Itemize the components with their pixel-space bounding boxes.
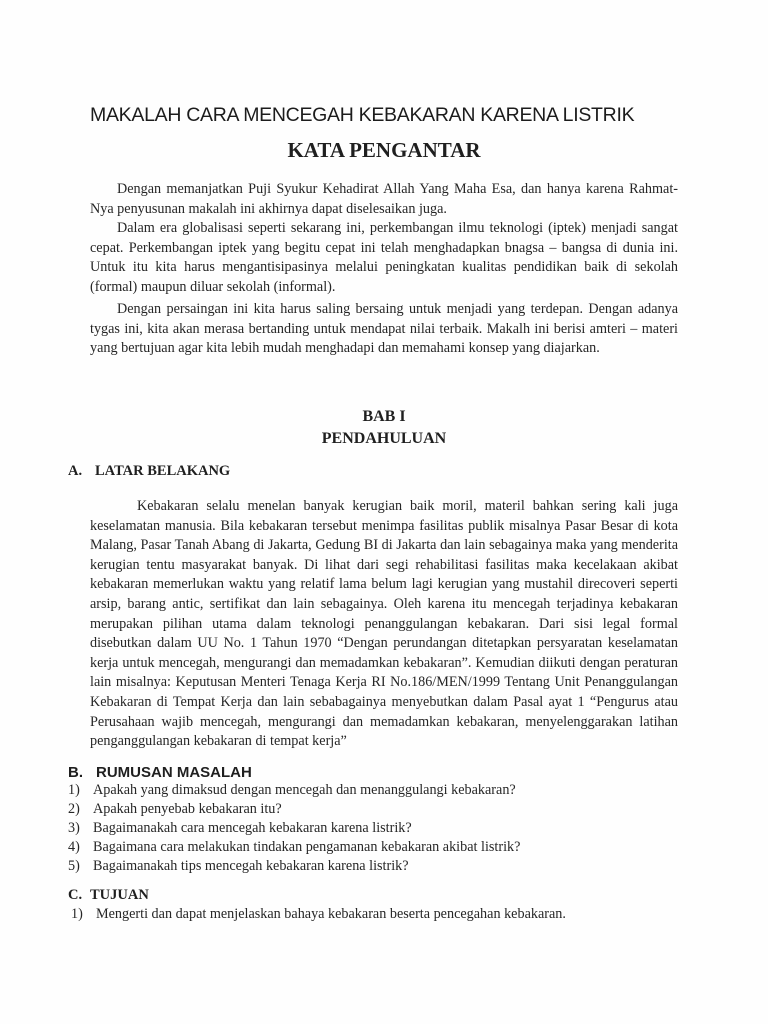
document-title: MAKALAH CARA MENCEGAH KEBAKARAN KARENA LISTRIK (90, 104, 635, 126)
foreword-paragraph: Dalam era globalisasi seperti sekarang ini, perkembangan ilmu teknologi (iptek) menjadi sangat cepat. Perkembangan iptek yang begitu cepat ini telah menghadapkan bnagsa – bangsa di dunia ini. Untuk itu kita harus mengantisipasinya melalui peningkatan kualitas pendidikan baik di sekolah (formal) maupun diluar sekolah (informal). (90, 220, 678, 295)
problem-list (68, 781, 520, 876)
chapter-heading (0, 406, 768, 450)
chapter-title: PENDAHULUAN (321, 430, 447, 447)
section-letter: A. (68, 463, 83, 479)
list-item: 1) Apakah yang dimaksud dengan mencegah dan menanggulangi kebakaran? (68, 782, 516, 798)
section-b-heading (68, 764, 252, 781)
list-item: 2) Apakah penyebab kebakaran itu? (68, 801, 282, 817)
list-item: 5) Bagaimanakah tips mencegah kebakaran karena listrik? (68, 858, 409, 874)
section-title: RUMUSAN MASALAH (96, 764, 252, 781)
foreword-body-2 (90, 300, 678, 359)
foreword-paragraph: Dengan memanjatkan Puji Syukur Kehadirat Allah Yang Maha Esa, dan hanya karena Rahmat-Nya penyusunan makalah ini akhirnya dapat diselesaikan juga. (90, 181, 678, 217)
section-title: LATAR BELAKANG (95, 463, 231, 479)
list-item: 1) Mengerti dan dapat menjelaskan bahaya kebakaran beserta pencegahan kebakaran. (71, 906, 566, 922)
section-a-heading (68, 463, 230, 480)
section-letter: B. (68, 764, 83, 781)
foreword-paragraph: Dengan persaingan ini kita harus saling bersaing untuk menjadi yang terdepan. Dengan adanya tygas ini, kita akan merasa bertanding untuk mendapat nilai terbaik. Makalh ini berisi amteri – materi yang bertujuan agar kita lebih mudah menghadapi dan memahami konsep yang diajarkan. (90, 301, 678, 357)
foreword-heading: KATA PENGANTAR (287, 138, 481, 162)
section-a-body (90, 497, 678, 752)
foreword-body-1 (90, 180, 678, 298)
objective-list (71, 905, 566, 924)
section-c-heading (68, 887, 149, 904)
section-title: TUJUAN (90, 887, 149, 903)
section-letter: C. (68, 887, 83, 903)
background-paragraph: Kebakaran selalu menelan banyak kerugian baik moril, materil bahkan sering kali juga keselamatan manusia. Bila kebakaran tersebut menimpa fasilitas publik misalnya Pasar Besar di kota Malang, Pasar Tanah Abang di Jakarta, Gedung BI di Jakarta dan lain sebagainya maka yang menderita kerugian tentu masyarakat banyak. Di lihat dari segi rehabilitasi fasilitas maka kecelakaan akibat kebakaran memerlukan waktu yang relatif lama belum lagi kerugian yang mustahil direcoveri seperti arsip, barang antic, sertifikat dan lain sebagainya. Oleh karena itu mencegah terjadinya kebakaran merupakan pilihan utama dalam teknologi penanggulangan kebakaran. Dari sisi legal formal disebutkan dalam UU No. 1 Tahun 1970 “Dengan perundangan ditetapkan persyaratan keselamatan kerja untuk mencegah, mengurangi dan memadamkan kebakaran”. Kemudian diikuti dengan peraturan lain misalnya: Keputusan Menteri Tenaga Kerja RI No.186/MEN/1999 Tentang Unit Penanggulangan Kebakaran di Tempat Kerja dan lain sebabagainya menyebutkan dalam Pasal ayat 1 “Pengurus atau Perusahaan wajib mencegah, mengurangi dan memadamkan kebakaran, menyelenggarakan latihan penganggulangan kebakaran di tempat kerja” (90, 498, 678, 750)
list-item: 3) Bagaimanakah cara mencegah kebakaran karena listrik? (68, 820, 412, 836)
list-item: 4) Bagaimana cara melakukan tindakan pengamanan kebakaran akibat listrik? (68, 839, 521, 855)
chapter-number: BAB I (362, 408, 406, 425)
